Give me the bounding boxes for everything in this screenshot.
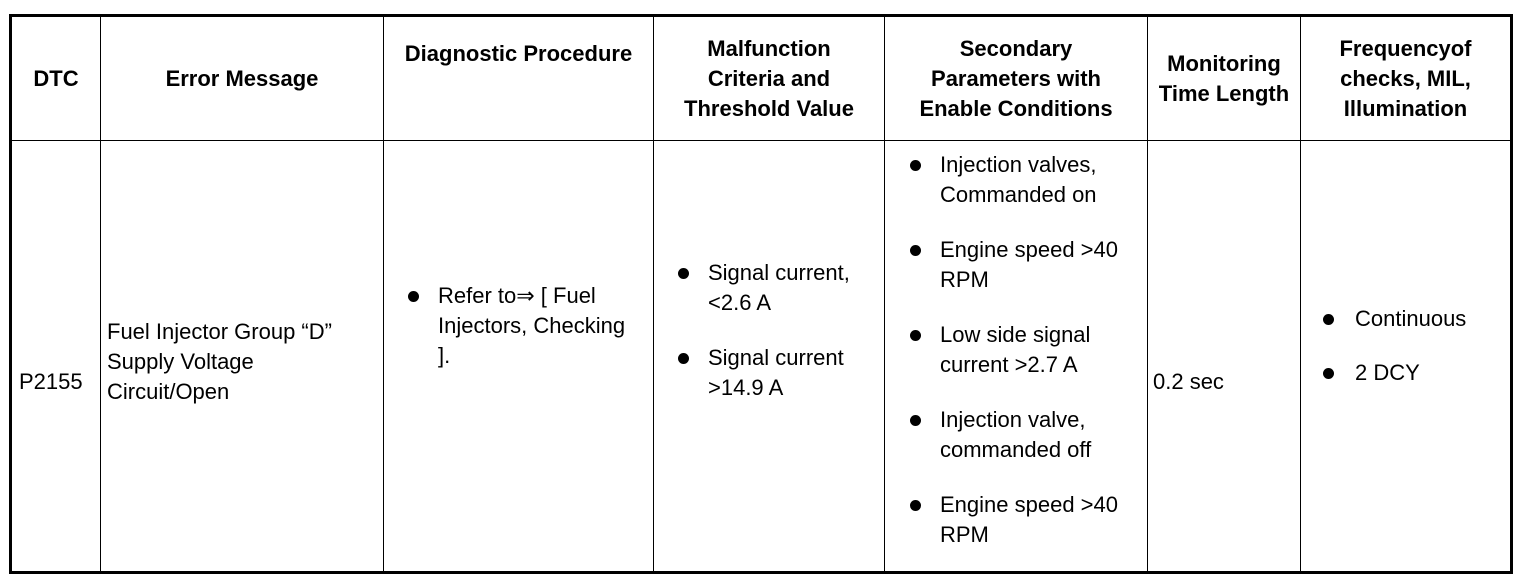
header-monitoring-time: Monitoring Time Length xyxy=(1148,16,1301,141)
header-row xyxy=(11,16,1512,141)
table-row xyxy=(11,141,1512,573)
list-item: Continuous xyxy=(1301,304,1510,334)
header-diagnostic-procedure: Diagnostic Procedure xyxy=(384,16,654,141)
list-item: Injection valve, commanded off xyxy=(885,405,1147,465)
list-item: Signal current, <2.6 A xyxy=(654,258,884,318)
cell-dtc: P2155 xyxy=(11,141,101,573)
list-item: Signal current >14.9 A xyxy=(654,343,884,403)
cell-secondary-parameters xyxy=(885,141,1148,573)
header-malfunction-criteria: Malfunction Criteria and Threshold Value xyxy=(654,16,885,141)
list-item: Refer to⇒ [ Fuel Injectors, Checking ]. xyxy=(384,281,653,371)
header-frequency: Frequencyof checks, MIL, Illumination xyxy=(1301,16,1512,141)
header-dtc: DTC xyxy=(11,16,101,141)
list-item: Injection valves, Commanded on xyxy=(885,150,1147,210)
header-secondary-parameters: Secondary Parameters with Enable Conditions xyxy=(885,16,1148,141)
cell-malfunction-criteria xyxy=(654,141,885,573)
list-item: 2 DCY xyxy=(1301,358,1510,388)
list-item: Engine speed >40 RPM xyxy=(885,490,1147,550)
cell-diagnostic-procedure xyxy=(384,141,654,573)
dtc-table xyxy=(9,14,1513,574)
cell-monitoring-time: 0.2 sec xyxy=(1148,141,1301,573)
cell-error-message: Fuel Injector Group “D” Supply Voltage Circuit/Open xyxy=(101,141,384,573)
list-item: Engine speed >40 RPM xyxy=(885,235,1147,295)
cell-frequency xyxy=(1301,141,1512,573)
list-item: Low side signal current >2.7 A xyxy=(885,320,1147,380)
header-error-message: Error Message xyxy=(101,16,384,141)
